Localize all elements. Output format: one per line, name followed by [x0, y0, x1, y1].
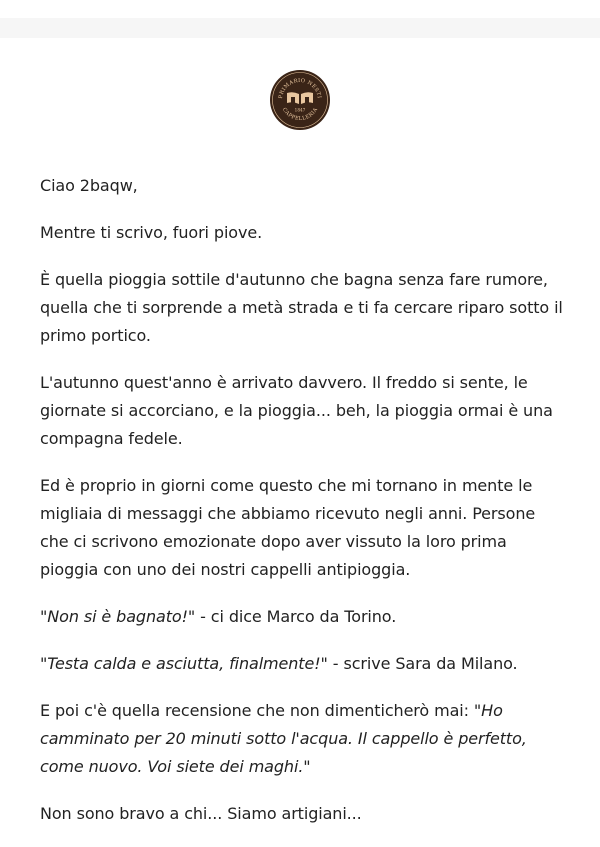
testimonial-sara-attribution: - scrive Sara da Milano. [327, 654, 518, 673]
svg-text:CAPPELLERIA: CAPPELLERIA [280, 106, 320, 123]
testimonial-marco [40, 603, 565, 631]
greeting: Ciao 2baqw, [40, 176, 138, 195]
email-body [40, 172, 565, 847]
review-quote: "Ho camminato per 20 minuti sotto l'acqua. Il cappello è perfetto, come nuovo. Voi siete dei maghi." [40, 701, 527, 776]
brand-logo[interactable] [270, 70, 330, 130]
testimonial-marco-quote: "Non si è bagnato!" [40, 607, 196, 626]
brand-logo-seal [270, 70, 330, 130]
paragraph-autumn-arrived: L'autunno quest'anno è arrivato davvero. Il freddo si sente, le giornate si accorciano, e la pioggia... beh, la pioggia ormai è una compagna fedele. [40, 373, 553, 448]
review-lead: E poi c'è quella recensione che non dimenticherò mai: [40, 701, 474, 720]
review-paragraph [40, 697, 565, 781]
testimonial-sara [40, 650, 565, 678]
header-band [0, 0, 600, 38]
testimonial-sara-quote: "Testa calda e asciutta, finalmente!" [40, 654, 328, 673]
header-grey-strip [0, 18, 600, 38]
paragraph-autumn-rain: È quella pioggia sottile d'autunno che bagna senza fare rumore, quella che ti sorprende a metà strada e ti fa cercare riparo sotto il primo portico. [40, 270, 563, 345]
paragraph-rain: Mentre ti scrivo, fuori piove. [40, 223, 263, 242]
paragraph-messages: Ed è proprio in giorni come questo che mi tornano in mente le migliaia di messaggi che abbiamo ricevuto negli anni. Persone che ci scrivono emozionate dopo aver vissuto la loro prima pioggia con uno dei nostri cappelli antipioggia. [40, 476, 536, 579]
paragraph-cutoff: Non sono bravo a chi... Siamo artigiani... [40, 804, 362, 823]
testimonial-marco-attribution: - ci dice Marco da Torino. [195, 607, 397, 626]
svg-text:PRIMARIO NESTI: PRIMARIO NESTI [278, 77, 322, 100]
svg-text:1847: 1847 [294, 107, 306, 113]
